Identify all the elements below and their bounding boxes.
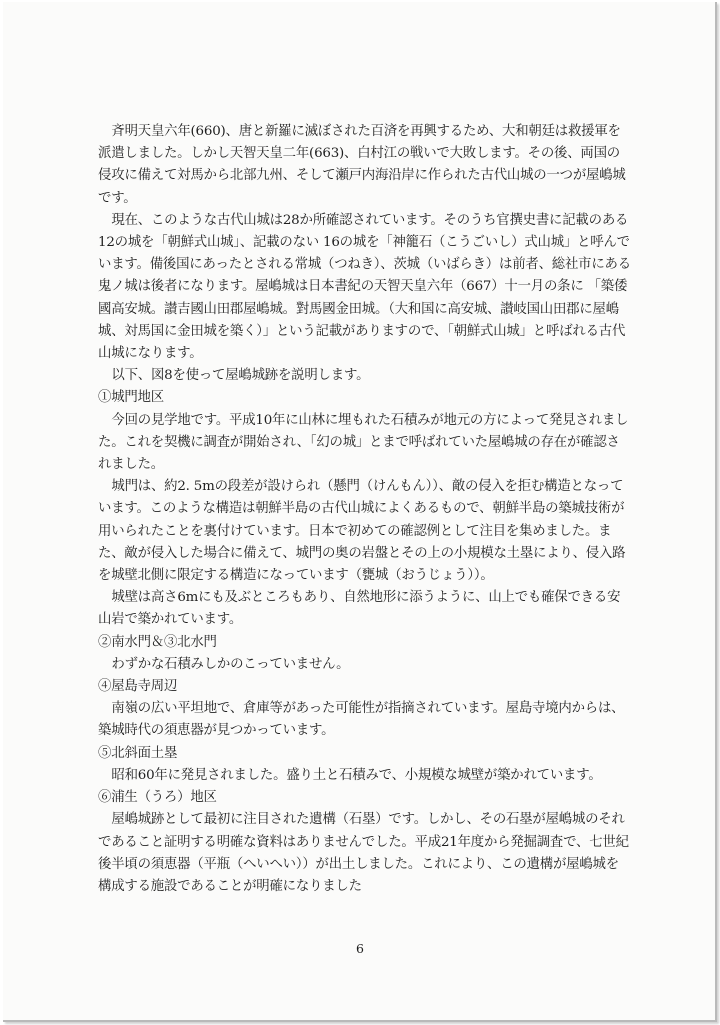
section-heading-uro: ⑥浦生（うろ）地区 xyxy=(98,790,217,806)
yashimaji-paragraph: 南嶺の広い平坦地で、倉庫等があった可能性が指摘されています。屋島寺境内からは、築城時代の須恵器が見つかっています。 xyxy=(98,701,625,739)
castle-gate-paragraph-1: 今回の見学地です。平成10年に山林に埋もれた石積みが地元の方によって発見されました。これを契機に調査が開始され、「幻の城」とまで呼ばれていた屋嶋城の存在が確認されました。 xyxy=(98,412,629,473)
intro-paragraph-2: 現在、このような古代山城は28か所確認されています。そのうち官撰史書に記載のある12の城を「朝鮮式山城」、記載のない 16の城を「神籠石（こうごいし）式山城」と呼んでいます。備後国にあったとされる常城（つねき）、茨城（いばらき）は前者、総社市にある鬼ノ城は後者になります。屋嶋城は日本書紀の天智天皇六年（667）十一月の条に 「築倭國高安城。讃吉國山田郡屋嶋城。對馬國金田城。（大和国に高安城、讃岐国山田郡に屋嶋城、対馬国に金田城を築く）」という記載がありますので、「朝鮮式山城」と呼ばれる古代山城になります。 xyxy=(98,212,631,362)
castle-gate-paragraph-2: 城門は、約2. 5mの段差が設けられ（懸門（けんもん））、敵の侵入を拒む構造となっています。このような構造は朝鮮半島の古代山城によくあるもので、朝鮮半島の築城技術が用いられたことを裏付けています。日本で初めての確認例として注目を集めました。また、敵が侵入した場合に備えて、城門の奥の岩盤とその上の小規模な土塁により、侵入路を城壁北側に限定する構造になっています（甕城（おうじょう））。 xyxy=(98,479,626,584)
section-heading-yashimaji: ④屋島寺周辺 xyxy=(98,679,178,695)
intro-paragraph-1: 斉明天皇六年(660)、唐と新羅に滅ぼされた百済を再興するため、大和朝廷は救援軍を派遣しました。しかし天智天皇二年(663)、白村江の戦いで大敗します。その後、両国の侵攻に備えて対馬から北部九州、そして瀬戸内海沿岸に作られた古代山城の一つが屋嶋城です。 xyxy=(98,124,626,206)
north-slope-paragraph: 昭和60年に発見されました。盛り土と石積みで、小規模な城壁が築かれています。 xyxy=(111,767,602,783)
document-body xyxy=(98,121,632,898)
intro-paragraph-3: 以下、図8を使って屋嶋城跡を説明します。 xyxy=(111,368,370,384)
water-gates-paragraph: わずかな石積みしかのこっていません。 xyxy=(111,656,350,672)
document-page xyxy=(3,2,717,1022)
section-heading-north-slope: ⑤北斜面土塁 xyxy=(98,745,178,761)
section-heading-water-gates: ②南水門＆③北水門 xyxy=(98,634,217,650)
uro-paragraph: 屋嶋城跡として最初に注目された遺構（石塁）です。しかし、その石塁が屋嶋城のそれであること証明する明確な資料はありませんでした。平成21年度から発掘調査で、七世紀後半頃の須恵器（平瓶（へいへい））が出土しました。これにより、この遺構が屋嶋城を構成する施設であることが明確になりました xyxy=(98,812,629,894)
castle-gate-paragraph-3: 城壁は高さ6mにも及ぶところもあり、自然地形に添うように、山上でも確保できる安山岩で築かれています。 xyxy=(98,590,621,628)
page-number: 6 xyxy=(356,941,364,956)
section-heading-castle-gate: ①城門地区 xyxy=(98,390,164,406)
